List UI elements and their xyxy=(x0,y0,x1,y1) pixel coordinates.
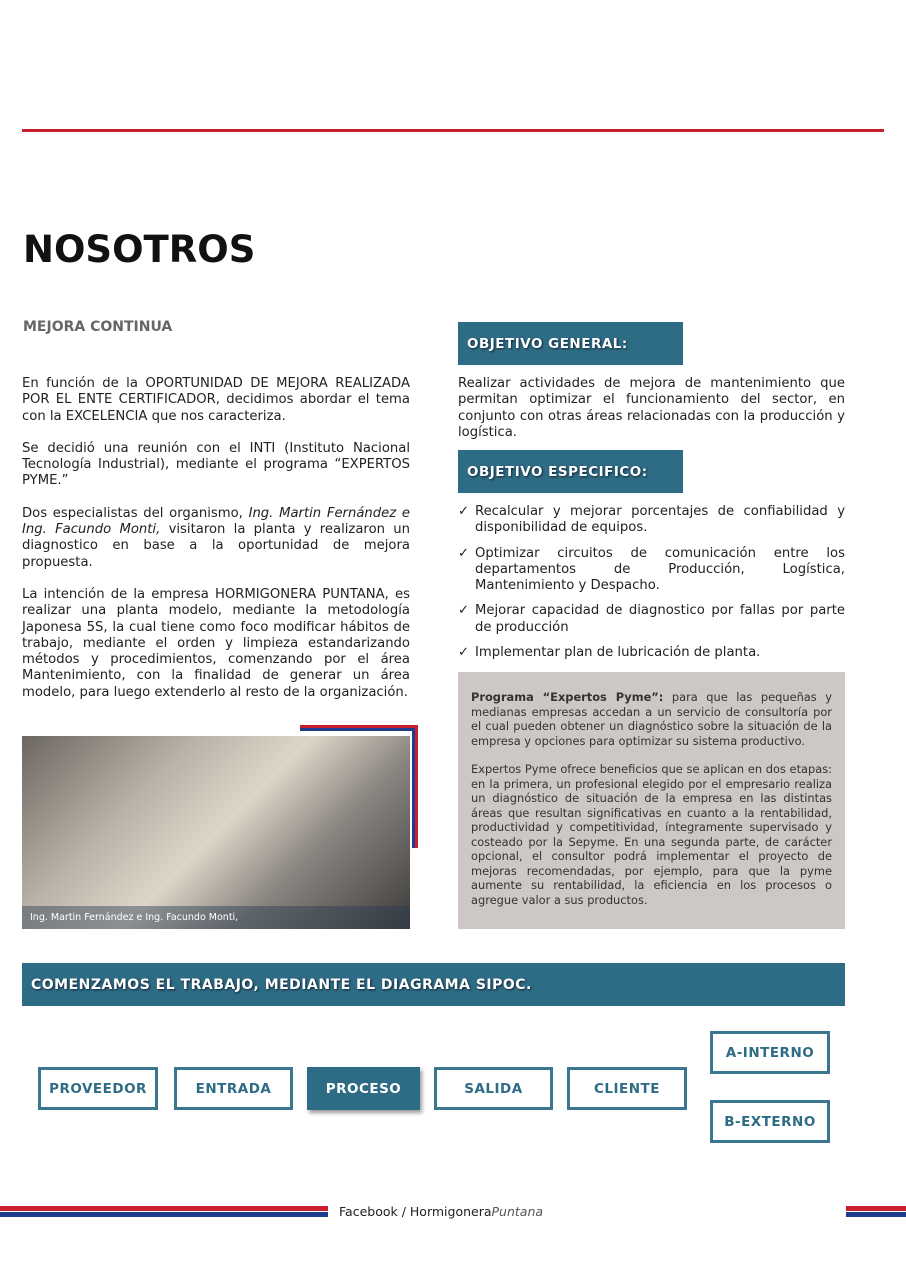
objetivos-list xyxy=(458,504,845,670)
cliente-externo[interactable]: B-EXTERNO xyxy=(710,1100,830,1143)
specialists-names: Ing. Martin Fernández e Ing. Facundo Monti, xyxy=(22,505,410,538)
check-icon: ✓ xyxy=(458,603,470,619)
sipoc-band: COMENZAMOS EL TRABAJO, MEDIANTE EL DIAGRAMA SIPOC. xyxy=(22,963,845,1006)
paragraph: Dos especialistas del organismo, Ing. Martin Fernández e Ing. Facundo Monti, visitaron la planta y realizaron un diagnostico en base a la oportunidad de mejora propuesta. xyxy=(22,505,410,570)
list-item: ✓ Optimizar circuitos de comunicación entre los departamentos de Producción, Logística, Mantenimiento y Despacho. xyxy=(458,545,845,594)
footer-stripe-right xyxy=(846,1206,906,1217)
footer-stripe-left xyxy=(0,1206,328,1217)
check-icon: ✓ xyxy=(458,504,470,519)
paragraph: Se decidió una reunión con el INTI (Instituto Nacional Tecnología Industrial), mediante el programa “EXPERTOS PYME.” xyxy=(22,440,410,489)
cliente-interno[interactable]: A-INTERNO xyxy=(710,1031,830,1074)
list-item: ✓ Mejorar capacidad de diagnostico por fallas por parte de producción xyxy=(458,603,845,635)
left-column xyxy=(22,376,410,717)
list-item: ✓ Recalcular y mejorar porcentajes de confiabilidad y disponibilidad de equipos. xyxy=(458,504,845,536)
objetivo-general-text: Realizar actividades de mejora de mantenimiento que permitan optimizar el funcionamiento del sector, en conjunto con otras áreas relacionadas con la producción y logística. xyxy=(458,376,845,440)
objetivo-especifico-header: OBJETIVO ESPECIFICO: xyxy=(458,450,683,493)
page-title: NOSOTROS xyxy=(23,228,256,271)
section-subtitle: MEJORA CONTINUA xyxy=(23,319,173,335)
sipoc-proveedor[interactable]: PROVEEDOR xyxy=(38,1067,158,1110)
programa-info-box: Programa “Expertos Pyme”: para que las pequeñas y medianas empresas accedan a un servicio de consultoría por el cual pueden obtener un diagnóstico sobre la situación de la empresa y opciones para optimizar su sistema productivo. Expertos Pyme ofrece beneficios que se aplican en dos etapas: en la primera, un profesional elegido por el empresario realiza un diagnóstico de situación de la empresa en las distintas áreas que resultan significativas en cuanto a la rentabilidad, productividad y competitividad, íntegramente supervisado y costeado por la Sepyme. En una segunda parte, de carácter opcional, el consultor podrá implementar el proyecto de mejoras recomendadas, por ejemplo, para que la pyme aumente su rentabilidad, la eficiencia en los procesos o agregue valor a sus productos. xyxy=(458,672,845,929)
list-item: ✓ Implementar plan de lubricación de planta. xyxy=(458,645,761,661)
check-icon: ✓ xyxy=(458,645,470,661)
footer-social-link[interactable]: Facebook / HormigoneraPuntana xyxy=(339,1204,544,1219)
paragraph: La intención de la empresa HORMIGONERA PUNTANA, es realizar una planta modelo, mediante la metodología Japonesa 5S, la cual tiene como foco modificar hábitos de trabajo, mediante el orden y limpieza estandarizando métodos y procedimientos, comenzando por el área Mantenimiento, con la finalidad de generar un área modelo, para luego extenderlo al resto de la organización. xyxy=(22,586,410,700)
sipoc-proceso[interactable]: PROCESO xyxy=(307,1067,420,1110)
sipoc-salida[interactable]: SALIDA xyxy=(434,1067,553,1110)
objetivo-general-header: OBJETIVO GENERAL: xyxy=(458,322,683,365)
sipoc-cliente[interactable]: CLIENTE xyxy=(567,1067,687,1110)
meeting-photo xyxy=(22,736,410,929)
paragraph: En función de la OPORTUNIDAD DE MEJORA REALIZADA POR EL ENTE CERTIFICADOR, decidimos abordar el tema con la EXCELENCIA que nos caracteriza. xyxy=(22,376,410,424)
sipoc-entrada[interactable]: ENTRADA xyxy=(174,1067,293,1110)
check-icon: ✓ xyxy=(458,545,470,561)
top-divider xyxy=(22,129,884,132)
photo-caption: Ing. Martin Fernández e Ing. Facundo Monti, xyxy=(22,906,410,929)
